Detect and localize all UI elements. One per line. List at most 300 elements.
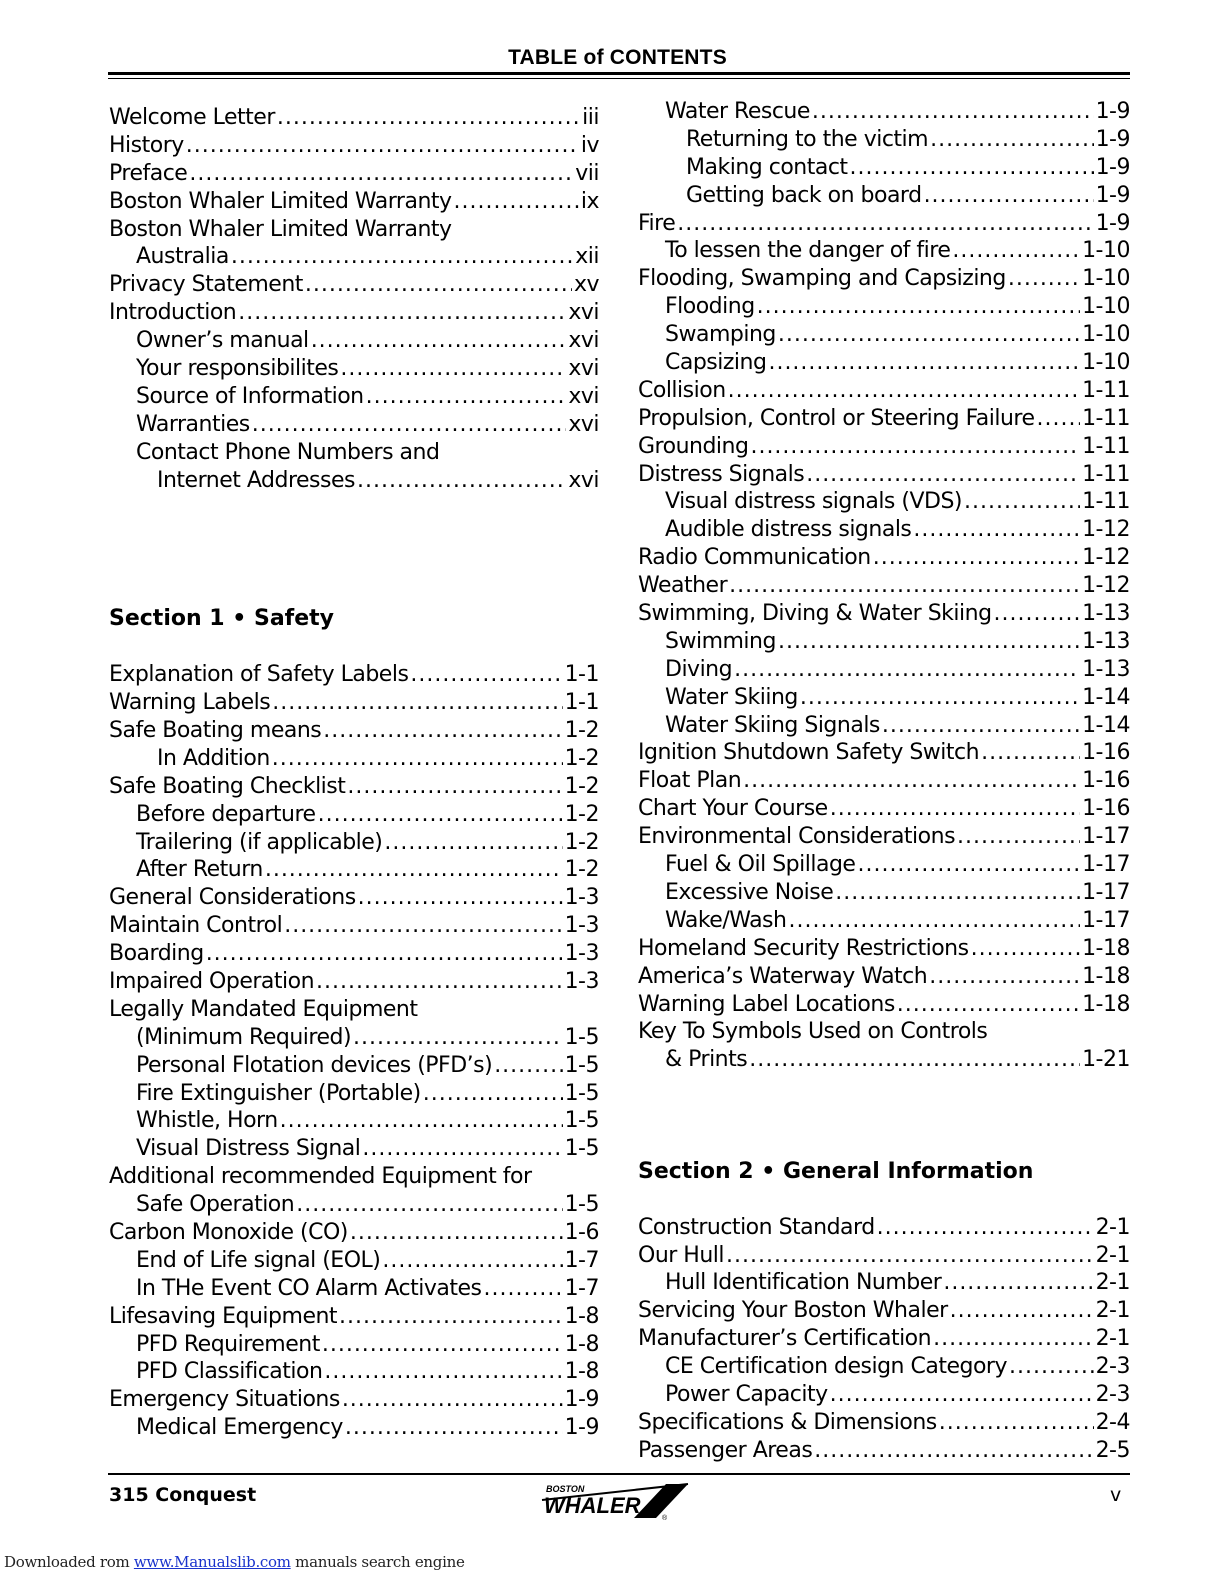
header-rule [108, 72, 1130, 75]
toc-page-number: iv [580, 132, 599, 158]
toc-entry[interactable] [638, 657, 1130, 685]
toc-entry-title: Returning to the victim [686, 126, 929, 152]
toc-entry-title: Excessive Noise [665, 879, 834, 905]
toc-entry[interactable] [638, 434, 1130, 462]
toc-page-number: 1-18 [1082, 991, 1130, 1017]
toc-page-number: vii [575, 160, 599, 186]
toc-page-number: 1-2 [564, 717, 599, 743]
toc-entry-title: Our Hull [638, 1242, 725, 1268]
toc-page-number: 1-13 [1082, 601, 1130, 627]
toc-page-number: 1-11 [1082, 433, 1130, 459]
toc-entry-title: Hull Identification Number [665, 1270, 942, 1296]
toc-entry[interactable] [109, 1415, 599, 1443]
toc-leader-dots [788, 908, 1080, 933]
toc-entry-title: Audible distress signals [665, 517, 912, 543]
toc-entry-title: Swamping [665, 322, 776, 348]
toc-page-number: 2-1 [1095, 1270, 1130, 1296]
toc-entry[interactable] [109, 189, 599, 217]
toc-leader-dots [943, 1270, 1093, 1295]
toc-entry-heading[interactable]: Additional recommended Equipment for [109, 1164, 532, 1190]
toc-entry-title: Grounding [638, 433, 749, 459]
toc-entry-heading[interactable]: Legally Mandated Equipment [109, 996, 418, 1022]
toc-page-number: 1-5 [564, 1136, 599, 1162]
toc-entry[interactable] [638, 685, 1130, 713]
toc-entry[interactable] [638, 350, 1130, 378]
toc-leader-dots [350, 1220, 563, 1245]
toc-entry-title: Homeland Security Restrictions [638, 935, 969, 961]
toc-leader-dots [280, 1108, 563, 1133]
toc-page-number: 1-9 [564, 1415, 599, 1441]
toc-entry[interactable] [109, 857, 599, 885]
toc-page-number: 1-11 [1082, 405, 1130, 431]
download-prefix: Downloaded rom [4, 1553, 134, 1571]
toc-entry-title: Warning Labels [109, 690, 271, 716]
toc-leader-dots [830, 1382, 1094, 1407]
toc-entry[interactable] [109, 1192, 599, 1220]
logo-registered-mark: ® [662, 1515, 668, 1522]
toc-entry[interactable] [109, 1025, 599, 1053]
manualslib-link[interactable]: www.Manualslib.com [133, 1553, 291, 1571]
toc-leader-dots [323, 718, 562, 743]
toc-entry-title: Introduction [109, 300, 237, 326]
toc-entry[interactable] [109, 690, 599, 718]
toc-entry[interactable] [638, 964, 1130, 992]
toc-page-number: 1-3 [564, 913, 599, 939]
toc-entry[interactable] [638, 1270, 1130, 1298]
toc-leader-dots [1009, 1354, 1094, 1379]
toc-entry-title: Source of Information [136, 383, 364, 409]
toc-entry[interactable] [109, 1081, 599, 1109]
toc-entry-title: Propulsion, Control or Steering Failure [638, 405, 1035, 431]
toc-entry[interactable] [638, 1438, 1130, 1466]
toc-leader-dots [729, 573, 1080, 598]
toc-entry[interactable] [109, 830, 599, 858]
toc-leader-dots [924, 183, 1094, 208]
toc-leader-dots [835, 880, 1080, 905]
toc-leader-dots [186, 133, 579, 158]
toc-leader-dots [971, 936, 1080, 961]
toc-entry[interactable] [109, 272, 599, 300]
toc-entry[interactable] [638, 322, 1130, 350]
toc-entry-title: & Prints [665, 1047, 748, 1073]
toc-leader-dots [284, 913, 562, 938]
toc-page-number: 1-10 [1082, 322, 1130, 348]
toc-page-number: xvi [568, 356, 599, 382]
toc-leader-dots [231, 244, 573, 269]
toc-section-2 [638, 1215, 1130, 1466]
toc-entry[interactable] [109, 105, 599, 133]
section-2-title: Section 2 • General Information [638, 1158, 1034, 1184]
toc-leader-dots [757, 294, 1080, 319]
toc-entry-title: Specifications & Dimensions [638, 1409, 937, 1435]
toc-leader-dots [311, 328, 567, 353]
toc-page-number: 2-3 [1095, 1382, 1130, 1407]
toc-entry-title: Water Rescue [665, 99, 810, 124]
toc-entry-title: Boston Whaler Limited Warranty [109, 188, 452, 214]
toc-entry-title: End of Life signal (EOL) [136, 1247, 381, 1273]
toc-page-number: 1-2 [564, 857, 599, 883]
toc-entry[interactable] [109, 1359, 599, 1387]
toc-entry-title: Capsizing [665, 350, 767, 376]
toc-page-number: 1-9 [1095, 154, 1130, 180]
toc-page-number: 1-1 [564, 662, 599, 688]
logo-top-text: BOSTON [546, 1484, 585, 1494]
toc-page-number: 1-3 [564, 941, 599, 967]
toc-entry[interactable] [638, 796, 1130, 824]
toc-entry-title: Float Plan [638, 768, 742, 794]
toc-leader-dots [950, 1298, 1094, 1323]
toc-entry-title: Weather [638, 573, 728, 599]
toc-page-number: 1-14 [1082, 684, 1130, 710]
toc-page-number: 1-10 [1082, 350, 1130, 376]
footer-rule [108, 1473, 1130, 1475]
toc-page-number: 1-13 [1082, 628, 1130, 654]
toc-page-number: 1-16 [1082, 796, 1130, 822]
toc-leader-dots [318, 802, 563, 827]
toc-entry-title: Servicing Your Boston Whaler [638, 1298, 948, 1324]
section-1-title: Section 1 • Safety [109, 606, 335, 632]
toc-leader-dots [342, 1387, 563, 1412]
toc-entry[interactable] [638, 1382, 1130, 1410]
toc-leader-dots [814, 1438, 1093, 1463]
toc-entry-title: Medical Emergency [136, 1415, 343, 1441]
toc-leader-dots [305, 272, 572, 297]
download-line [4, 1553, 465, 1571]
toc-page-number: 1-5 [564, 1052, 599, 1078]
toc-entry-title: Water Skiing Signals [665, 712, 880, 738]
toc-entry[interactable] [109, 885, 599, 913]
toc-entry-title: Passenger Areas [638, 1437, 813, 1463]
toc-entry[interactable] [638, 768, 1130, 796]
toc-page-number: ix [580, 188, 599, 214]
toc-entry-title: Emergency Situations [109, 1387, 340, 1413]
toc-leader-dots [981, 740, 1080, 765]
toc-page-number: 1-9 [1095, 210, 1130, 236]
toc-entry[interactable] [638, 1410, 1130, 1438]
toc-leader-dots [366, 384, 567, 409]
toc-entry[interactable] [638, 183, 1130, 211]
toc-leader-dots [913, 517, 1080, 542]
page-title: TABLE of CONTENTS [508, 46, 727, 69]
toc-entry-title: CE Certification design Category [665, 1354, 1007, 1380]
toc-entry-title: Your responsibilites [136, 356, 339, 382]
boston-whaler-logo [538, 1480, 698, 1522]
toc-leader-dots [347, 774, 562, 799]
toc-entry[interactable] [109, 328, 599, 356]
toc-entry-title: Whistle, Horn [136, 1108, 278, 1134]
toc-entry-title: Swimming, Diving & Water Skiing [638, 601, 992, 627]
toc-page-number: 1-17 [1082, 879, 1130, 905]
toc-leader-dots [728, 378, 1080, 403]
toc-entry-title: Fire Extinguisher (Portable) [136, 1080, 421, 1106]
toc-leader-dots [830, 796, 1080, 821]
toc-leader-dots [897, 992, 1080, 1017]
toc-entry-title: Manufacturer’s Certification [638, 1326, 932, 1352]
toc-page-number: 1-18 [1082, 935, 1130, 961]
toc-leader-dots [749, 1047, 1080, 1072]
toc-page-number: 2-4 [1095, 1409, 1130, 1435]
toc-page-number: 1-17 [1082, 852, 1130, 878]
toc-entry[interactable] [638, 1215, 1130, 1243]
toc-entry-title: Swimming [665, 628, 776, 654]
toc-page-number: 1-9 [564, 1387, 599, 1413]
toc-leader-dots [423, 1081, 563, 1106]
toc-entry-title: Owner’s manual [136, 328, 309, 354]
toc-leader-dots [778, 322, 1080, 347]
toc-page-number: 1-12 [1082, 517, 1130, 543]
toc-entry[interactable] [109, 774, 599, 802]
toc-page-number: 1-12 [1082, 545, 1130, 571]
toc-leader-dots [726, 1243, 1094, 1268]
toc-leader-dots [964, 489, 1080, 514]
toc-entry[interactable] [638, 545, 1130, 573]
toc-entry[interactable] [109, 1053, 599, 1081]
toc-entry[interactable] [638, 294, 1130, 322]
toc-entry[interactable] [109, 913, 599, 941]
toc-entry[interactable] [109, 1248, 599, 1276]
toc-page-number: 1-16 [1082, 740, 1130, 766]
toc-entry[interactable] [109, 384, 599, 412]
toc-entry-title: Construction Standard [638, 1214, 875, 1240]
toc-leader-dots [272, 690, 562, 715]
toc-leader-dots [454, 189, 579, 214]
toc-right-column [638, 99, 1130, 1466]
footer-model: 315 Conquest [109, 1484, 257, 1506]
toc-page-number: 1-8 [564, 1359, 599, 1385]
toc-entry-title: PFD Requirement [136, 1331, 320, 1357]
toc-entry[interactable] [109, 718, 599, 746]
toc-entry-title: Before departure [136, 801, 316, 827]
toc-page-number: 1-16 [1082, 768, 1130, 794]
toc-leader-dots [384, 830, 562, 855]
toc-leader-dots [812, 99, 1094, 124]
toc-entry[interactable] [109, 1108, 599, 1136]
toc-entry[interactable] [638, 99, 1130, 127]
toc-left-column [109, 105, 599, 1443]
toc-leader-dots [994, 601, 1081, 626]
toc-leader-dots [800, 685, 1080, 710]
toc-leader-dots [272, 746, 563, 771]
toc-entry[interactable] [638, 1326, 1130, 1354]
toc-page-number: 1-9 [1095, 99, 1130, 124]
toc-leader-dots [189, 161, 573, 186]
toc-entry[interactable] [109, 1387, 599, 1415]
toc-entry-title: Flooding, Swamping and Capsizing [638, 266, 1006, 292]
toc-page-number: 1-10 [1082, 238, 1130, 264]
toc-entry-title: After Return [136, 857, 263, 883]
toc-page-number: 2-1 [1095, 1326, 1130, 1352]
toc-entry[interactable] [109, 161, 599, 189]
toc-entry[interactable] [109, 356, 599, 384]
toc-entry[interactable] [109, 300, 599, 328]
toc-entry-heading[interactable]: Key To Symbols Used on Controls [638, 1019, 988, 1045]
toc-leader-dots [483, 1276, 562, 1301]
toc-entry-title: Internet Addresses [157, 467, 355, 493]
toc-entry-title: Visual Distress Signal [136, 1136, 361, 1162]
toc-entry[interactable] [638, 908, 1130, 936]
toc-page-number: 1-1 [564, 690, 599, 716]
toc-entry[interactable] [638, 852, 1130, 880]
toc-entry[interactable] [638, 211, 1130, 239]
toc-leader-dots [877, 1215, 1094, 1240]
toc-entry-title: Collision [638, 377, 726, 403]
toc-entry-title: Carbon Monoxide (CO) [109, 1219, 348, 1245]
toc-leader-dots [882, 713, 1080, 738]
toc-entry[interactable] [109, 468, 599, 496]
toc-entry[interactable] [638, 406, 1130, 434]
toc-entry-title: Boarding [109, 941, 204, 967]
toc-page-number: 1-3 [564, 968, 599, 994]
toc-entry-title: Fuel & Oil Spillage [665, 852, 856, 878]
toc-page-number: 1-6 [564, 1219, 599, 1245]
toc-entry[interactable] [638, 489, 1130, 517]
toc-entry[interactable] [109, 969, 599, 997]
toc-front-matter [109, 105, 599, 495]
toc-leader-dots [316, 969, 563, 994]
toc-leader-dots [1008, 266, 1080, 291]
toc-page-number: 1-11 [1082, 377, 1130, 403]
toc-entry[interactable] [638, 266, 1130, 294]
toc-leader-dots [252, 412, 567, 437]
toc-leader-dots [340, 356, 566, 381]
toc-leader-dots [933, 1326, 1093, 1351]
toc-entry[interactable] [109, 1304, 599, 1332]
toc-entry[interactable] [109, 1136, 599, 1164]
toc-entry-title: Distress Signals [638, 461, 805, 487]
toc-entry-title: Safe Boating Checklist [109, 773, 346, 799]
toc-entry-title: America’s Waterway Watch [638, 963, 928, 989]
toc-leader-dots [339, 1304, 563, 1329]
toc-page-number: 1-2 [564, 745, 599, 771]
toc-leader-dots [873, 545, 1080, 570]
toc-entry[interactable] [109, 1220, 599, 1248]
toc-entry-title: Welcome Letter [109, 105, 275, 130]
toc-entry-title: Diving [665, 656, 733, 682]
toc-entry-title: Chart Your Course [638, 796, 828, 822]
toc-entry[interactable] [638, 238, 1130, 266]
toc-entry[interactable] [109, 244, 599, 272]
toc-entry-title: Radio Communication [638, 545, 871, 571]
toc-page-number: 1-13 [1082, 656, 1130, 682]
toc-page-number: 2-5 [1095, 1437, 1130, 1463]
toc-page-number: 1-2 [564, 801, 599, 827]
toc-page-number: 1-17 [1082, 907, 1130, 933]
toc-page-number: xvi [568, 467, 599, 493]
download-suffix: manuals search engine [290, 1553, 465, 1571]
toc-page-number: 1-9 [1095, 126, 1130, 152]
toc-page-number: 1-14 [1082, 712, 1130, 738]
toc-entry[interactable] [638, 880, 1130, 908]
toc-entry[interactable] [109, 802, 599, 830]
toc-leader-dots [494, 1053, 562, 1078]
toc-entry-title: Water Skiing [665, 684, 798, 710]
toc-page-number: 2-1 [1095, 1242, 1130, 1268]
toc-entry[interactable] [638, 1298, 1130, 1326]
toc-entry[interactable] [638, 1354, 1130, 1382]
toc-entry-title: History [109, 132, 184, 158]
toc-leader-dots [358, 885, 563, 910]
toc-page-number: 1-18 [1082, 963, 1130, 989]
toc-leader-dots [750, 434, 1080, 459]
toc-leader-dots [265, 857, 563, 882]
toc-entry-heading[interactable]: Contact Phone Numbers and [136, 439, 440, 465]
toc-entry[interactable] [638, 573, 1130, 601]
toc-entry-title: Safe Boating means [109, 717, 322, 743]
toc-entry-title: Making contact [686, 154, 848, 180]
toc-entry[interactable] [638, 1047, 1130, 1075]
toc-entry-title: Maintain Control [109, 913, 283, 939]
toc-page-number: 2-1 [1095, 1298, 1130, 1324]
toc-entry[interactable] [638, 992, 1130, 1020]
toc-entry-heading[interactable]: Boston Whaler Limited Warranty [109, 216, 452, 242]
toc-entry-title: General Considerations [109, 885, 356, 911]
toc-entry[interactable] [638, 629, 1130, 657]
toc-leader-dots [778, 629, 1080, 654]
toc-entry-title: Personal Flotation devices (PFD’s) [136, 1052, 493, 1078]
toc-entry-title: In THe Event CO Alarm Activates [136, 1275, 482, 1301]
toc-entry-title: Environmental Considerations [638, 824, 956, 850]
toc-entry[interactable] [638, 1243, 1130, 1271]
header-rule-thin [108, 78, 1130, 79]
toc-entry[interactable] [638, 127, 1130, 155]
toc-entry-title: Privacy Statement [109, 272, 303, 298]
toc-entry[interactable] [638, 740, 1130, 768]
toc-page-number: 2-3 [1095, 1354, 1130, 1380]
toc-entry[interactable] [638, 824, 1130, 852]
toc-leader-dots [238, 300, 566, 325]
toc-entry[interactable] [638, 936, 1130, 964]
toc-leader-dots [277, 105, 580, 130]
toc-entry-title: Explanation of Safety Labels [109, 662, 409, 688]
toc-entry[interactable] [109, 1276, 599, 1304]
toc-entry[interactable] [109, 133, 599, 161]
toc-leader-dots [929, 964, 1080, 989]
toc-page-number: 1-2 [564, 773, 599, 799]
toc-leader-dots [382, 1248, 562, 1273]
toc-page-number: 1-8 [564, 1331, 599, 1357]
toc-page-number: 1-11 [1082, 489, 1130, 515]
toc-page-number: 1-8 [564, 1303, 599, 1329]
toc-leader-dots [952, 238, 1080, 263]
toc-entry[interactable] [638, 713, 1130, 741]
toc-page-number: 1-5 [564, 1024, 599, 1050]
toc-entry[interactable] [638, 462, 1130, 490]
toc-entry[interactable] [638, 601, 1130, 629]
toc-entry[interactable] [109, 941, 599, 969]
toc-leader-dots [850, 155, 1094, 180]
toc-entry[interactable] [638, 517, 1130, 545]
toc-leader-dots [734, 657, 1080, 682]
toc-page-number: 2-1 [1095, 1214, 1130, 1240]
toc-leader-dots [322, 1332, 563, 1357]
toc-leader-dots [410, 662, 562, 687]
toc-entry[interactable] [109, 662, 599, 690]
toc-entry[interactable] [638, 378, 1130, 406]
toc-page-number: 1-21 [1082, 1047, 1130, 1073]
toc-entry-title: Trailering (if applicable) [136, 829, 383, 855]
toc-page-number: iii [582, 105, 599, 130]
toc-page-number: xvi [568, 411, 599, 437]
toc-entry[interactable] [109, 412, 599, 440]
toc-section-1-continued [638, 99, 1130, 1075]
toc-leader-dots [857, 852, 1080, 877]
toc-entry[interactable] [109, 1332, 599, 1360]
toc-entry-title: Getting back on board [686, 182, 922, 208]
toc-entry[interactable] [638, 155, 1130, 183]
toc-page-number: 1-2 [564, 829, 599, 855]
toc-entry[interactable] [109, 746, 599, 774]
toc-page-number: 1-5 [564, 1080, 599, 1106]
